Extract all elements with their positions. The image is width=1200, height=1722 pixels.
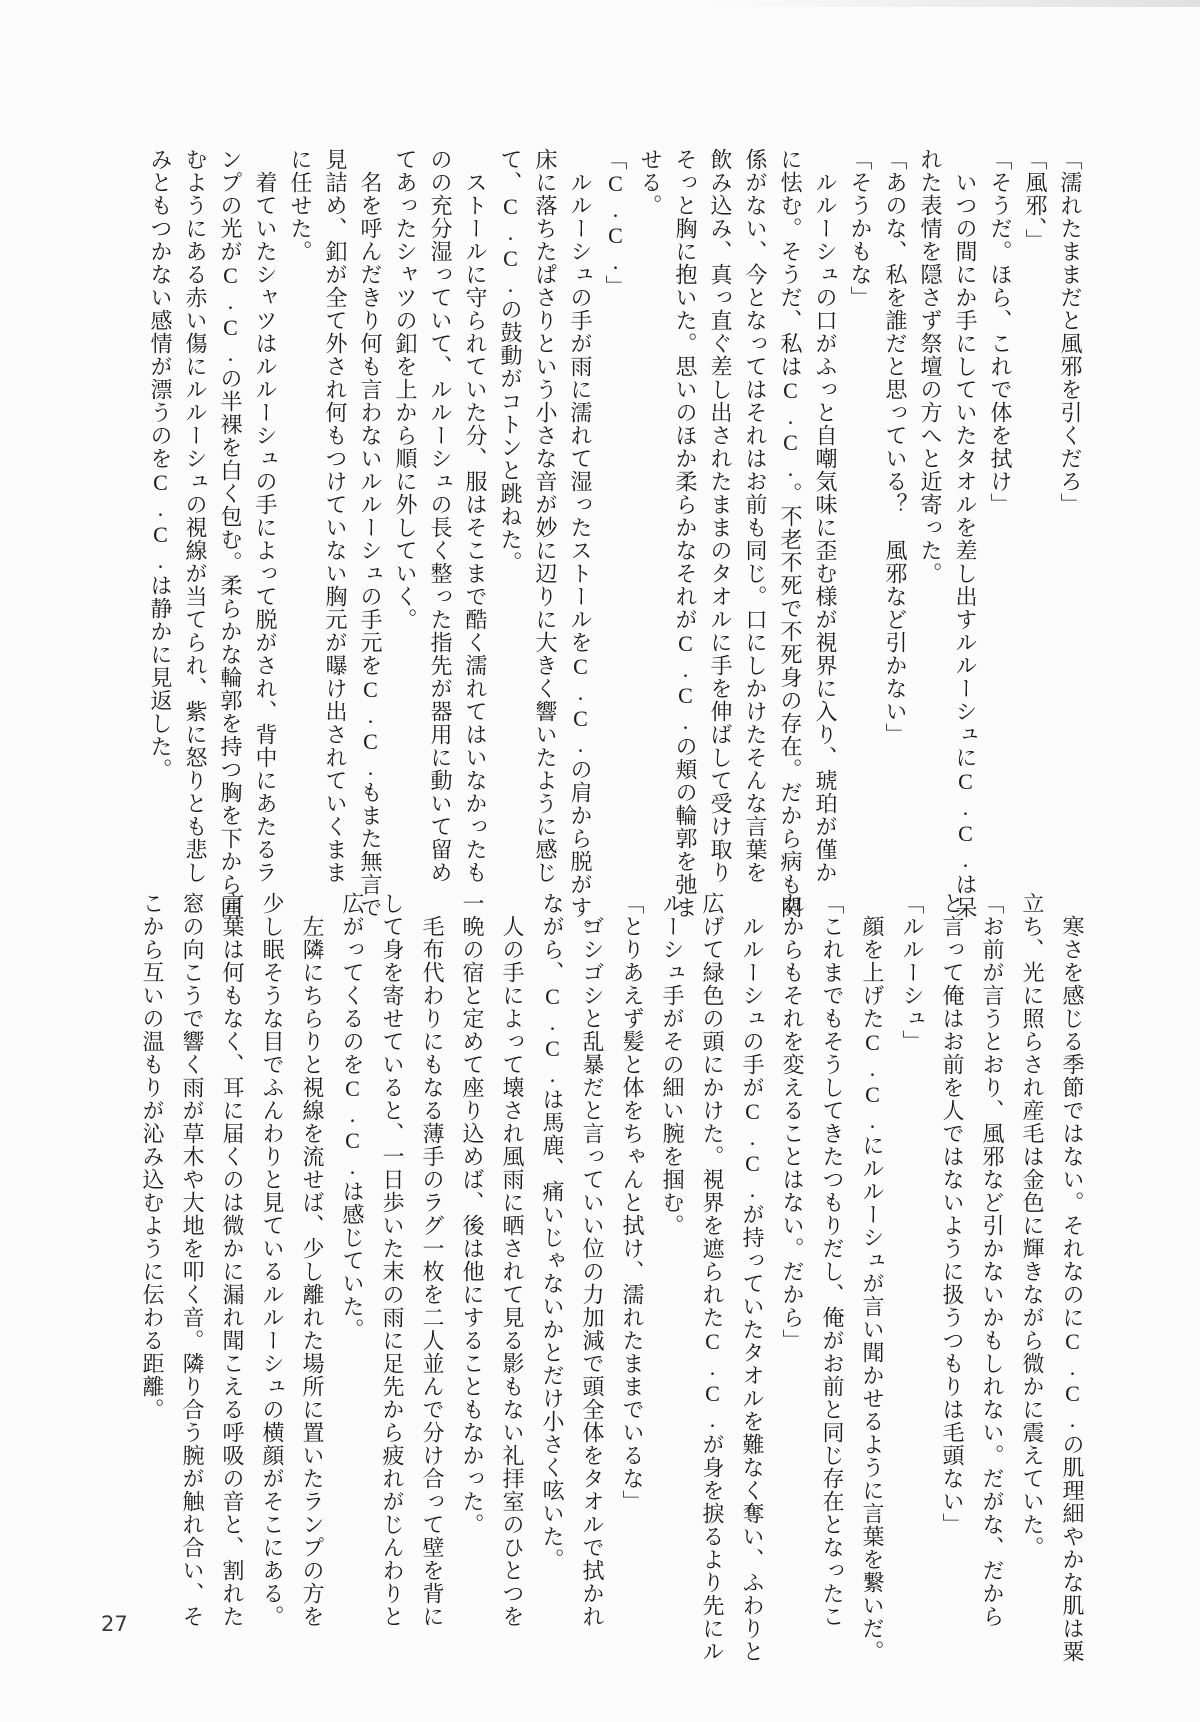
text-line: 「ルルーシュ」 [900,892,925,1053]
text-line: 寒さを感じる季節ではない。それなのにC.C.の肌理細やかな肌は粟 [1060,892,1085,1663]
text-line: 係がない、今となってはそれはお前も同じ。口にしかけたそんな言葉を [743,148,768,884]
text-line: 「そうだ。ほら、これで体を拭け」 [988,148,1013,516]
text-line: 「これまでもそうしてきたつもりだし、俺がお前と同じ存在となったこ [820,892,845,1628]
text-line: と言って俺はお前を人ではないように扱うつもりは毛頭ない」 [940,892,965,1536]
text-line: てあったシャツの釦を上から順に外していく。 [393,148,418,631]
text-line: 名を呼んだきり何も言わないルルーシュの手元をC.C.もまた無言で [358,148,383,919]
scan-artifact-top-edge [700,0,1200,7]
text-line: 飲み込み、真っ直ぐ差し出されたままのタオルに手を伸ばして受け取り [708,148,733,884]
text-line: 着ていたシャツはルルーシュの手によって脱がされ、背中にあたるラ [253,148,278,884]
text-line: 「お前が言うとおり、風邪など引かないかもしれない。だがな、だから [980,892,1005,1628]
text-line: ながら、C.C.は馬鹿、痛いじゃないかとだけ小さく呟いた。 [540,892,565,1571]
text-line: れからもそれを変えることはない。だから」 [780,892,805,1352]
text-band-top [143,148,1088,942]
text-line: 床に落ちたぱさりという小さな音が妙に辺りに大きく響いたように感じ [533,148,558,884]
text-line: むようにある赤い傷にルルーシュの視線が当てられ、紫に怒りとも悲し [183,148,208,884]
text-line: 「とりあえず髪と体をちゃんと拭け、濡れたままでいるな」 [620,892,645,1513]
text-line: して身を寄せていると、一日歩いた末の雨に足先から疲れがじんわりと [380,892,405,1628]
text-line: 窓の向こうで響く雨が草木や大地を叩く音。隣り合う腕が触れ合い、そ [180,892,205,1628]
text-line: ルルーシュの手が雨に濡れて湿ったストールをC.C.の肩から脱がす。 [568,148,593,942]
text-line: こから互いの温もりが沁み込むように伝わる距離。 [140,892,165,1421]
text-line: 「C.C.」 [603,148,628,298]
text-line: 毛布代わりにもなる薄手のラグ一枚を二人並んで分け合って壁を背に [420,892,445,1628]
text-line: 広がってくるのをC.C.は感じていた。 [340,892,365,1341]
text-line: ンプの光がC.C.の半裸を白く包む。柔らかな輪郭を持つ胸を下から囲 [218,148,243,919]
text-line: 立ち、光に照らされ産毛は金色に輝きながら微かに震えていた。 [1020,892,1045,1559]
text-line: 人の手によって壊され風雨に晒されて見る影もない礼拝室のひとつを [500,892,525,1628]
text-line: いつの間にか手にしていたタオルを差し出すルルーシュにC.C.は呆 [953,148,978,919]
text-line: 「あのな、私を誰だと思っている？ 風邪など引かない」 [883,148,908,746]
text-line: 見詰め、釦が全て外され何もつけていない胸元が曝け出されていくまま [323,148,348,884]
text-line: に任せた。 [288,148,313,263]
text-line: 「そうかもな」 [848,148,873,309]
text-line: 「濡れたままだと風邪を引くだろ」 [1058,148,1083,516]
text-line: ルーシュ手がその細い腕を掴む。 [660,892,685,1237]
text-line: て、C.C.の鼓動がコトンと跳ねた。 [498,148,523,574]
text-line: 言葉は何もなく、耳に届くのは微かに漏れ聞こえる呼吸の音と、割れた [220,892,245,1628]
text-line: のの充分湿っていて、ルルーシュの長く整った指先が器用に動いて留め [428,148,453,884]
page-number: 27 [101,1612,128,1636]
text-band-bottom [132,892,1092,1663]
text-line: に怯む。そうだ、私はC.C.。不老不死で不死身の存在。だから病も関 [778,148,803,919]
text-line: ストールに守られていた分、服はそこまで酷く濡れてはいなかったも [463,148,488,884]
text-line: ゴシゴシと乱暴だと言っていい位の力加減で頭全体をタオルで拭かれ [580,892,605,1628]
text-line: みともつかない感情が漂うのをC.C.は静かに見返した。 [148,148,173,781]
text-line: 少し眠そうな目でふんわりと見ているルルーシュの横顔がそこにある。 [260,892,285,1628]
text-line: れた表情を隠さず祭壇の方へと近寄った。 [918,148,943,585]
text-line: 一晩の宿と定めて座り込めば、後は他にすることもなかった。 [460,892,485,1536]
text-line: 左隣にちらりと視線を流せば、少し離れた場所に置いたランプの方を [300,892,325,1628]
text-line: 「風邪、」 [1023,148,1048,252]
text-line: 顔を上げたC.C.にルルーシュが言い聞かせるように言葉を繋いだ。 [860,892,885,1663]
text-line: 広げて緑色の頭にかけた。視界を遮られたC.C.が身を捩るより先にル [700,892,725,1663]
text-line: ルルーシュの口がふっと自嘲気味に歪む様が視界に入り、琥珀が僅か [813,148,838,884]
text-line: そっと胸に抱いた。思いのほか柔らかなそれがC.C.の頬の輪郭を弛ま [673,148,698,919]
text-line: せる。 [638,148,663,217]
text-line: ルルーシュの手がC.C.が持っていたタオルを難なく奪い、ふわりと [740,892,765,1663]
